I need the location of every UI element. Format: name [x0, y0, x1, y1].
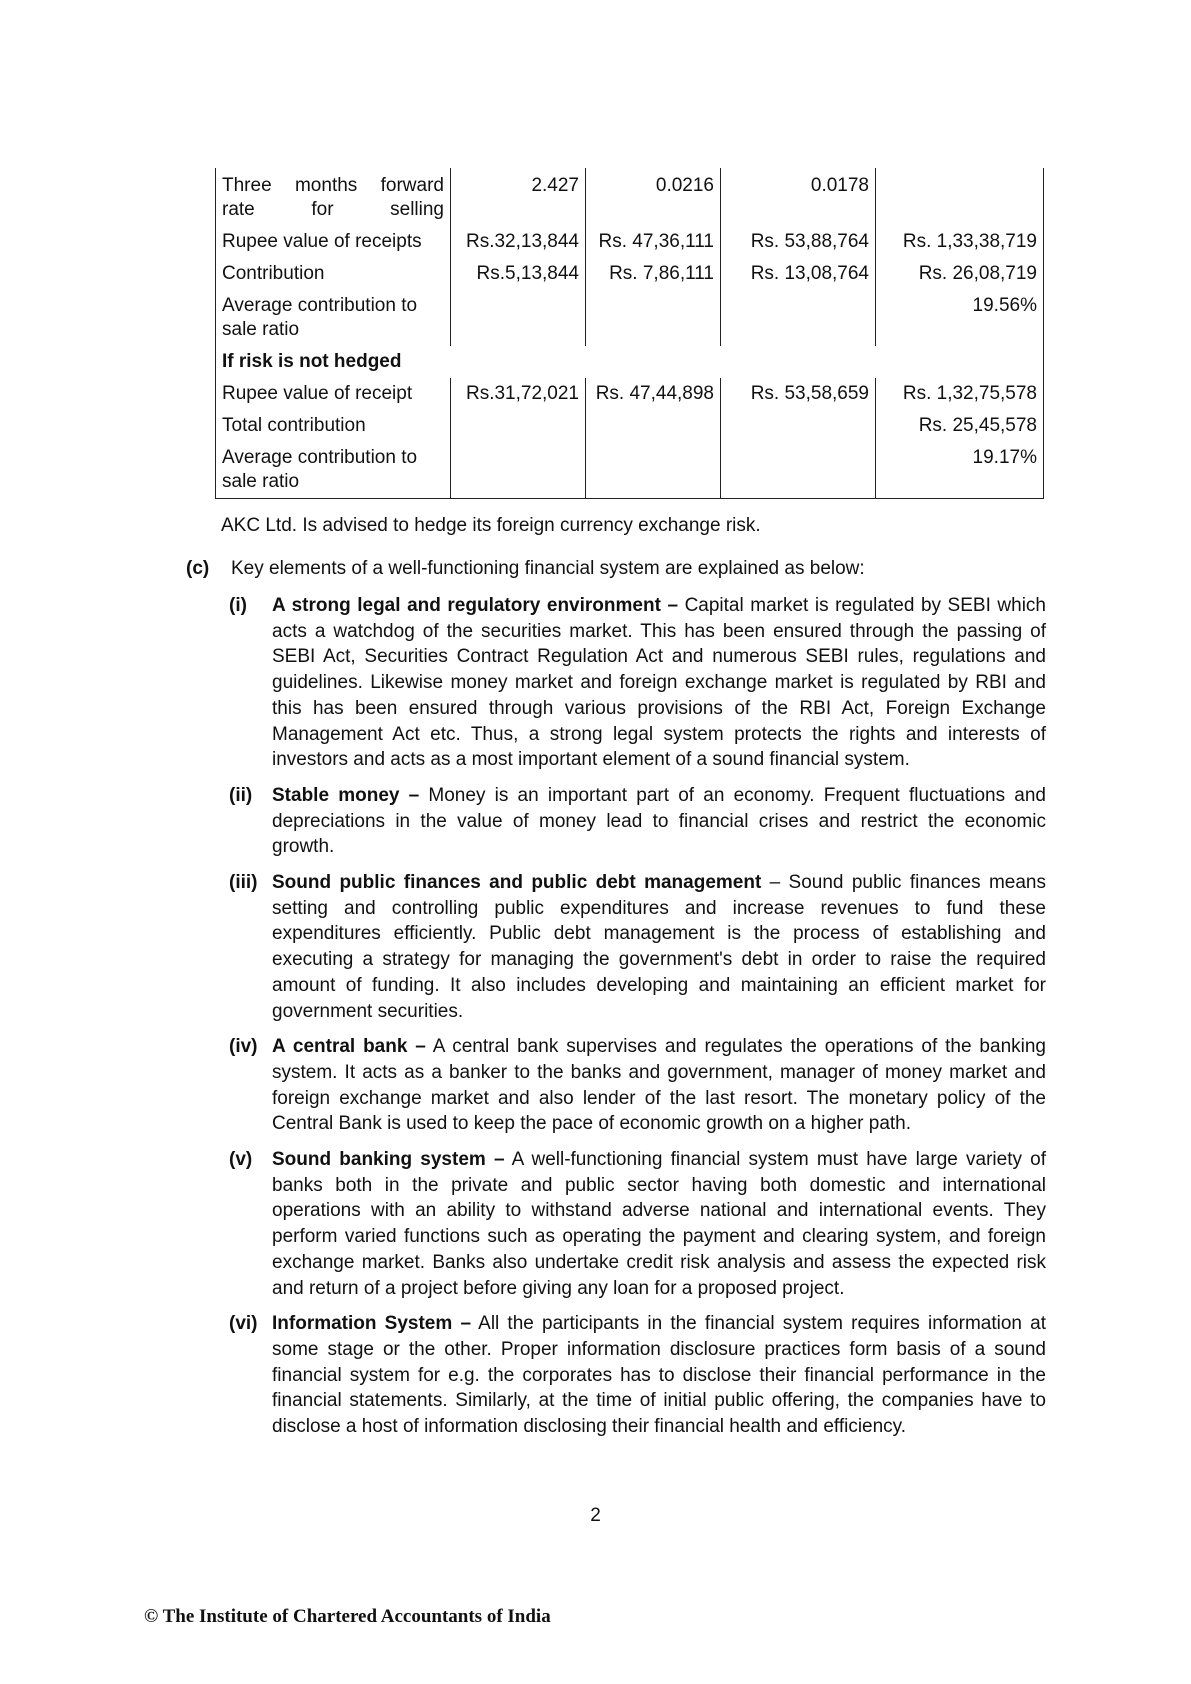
item-body	[272, 593, 1046, 773]
item-text: A central bank supervises and regulates the operations of the banking system. It acts as a banker to the banks and government, manager of money market and foreign exchange market and also lender of the last resort. The monetary policy of the Central Bank is used to keep the pace of economic growth on a higher path.	[272, 1036, 1046, 1135]
table-row	[216, 290, 1044, 346]
page-number: 2	[590, 1505, 601, 1526]
item-lead: Sound banking system –	[272, 1149, 505, 1171]
item-body	[272, 870, 1046, 1024]
list-item	[229, 1147, 1046, 1301]
row-label: Average contribution to sale ratio	[216, 290, 451, 346]
row-label: Three months forward rate for selling	[216, 168, 451, 226]
item-number: (ii)	[229, 784, 253, 806]
item-body	[272, 783, 1046, 860]
cell-value	[451, 442, 586, 499]
cell-value: Rs. 47,36,111	[586, 226, 721, 258]
cell-value: Rs.31,72,021	[451, 378, 586, 410]
table-row	[216, 346, 1044, 378]
table-row	[216, 378, 1044, 410]
list-item	[229, 1311, 1046, 1440]
section-c	[186, 556, 1046, 1450]
section-heading	[186, 556, 1046, 581]
cell-value	[721, 346, 876, 378]
item-number: (iii)	[229, 872, 258, 894]
cell-value: Rs. 47,44,898	[586, 378, 721, 410]
item-lead: Information System –	[272, 1313, 472, 1335]
cell-value: 2.427	[451, 168, 586, 226]
row-label: If risk is not hedged	[216, 346, 451, 378]
cell-value	[876, 346, 1044, 378]
item-text: A well-functioning financial system must have large variety of banks both in the private and public sector having both domestic and international operations with an ability to withstand adverse national and international events. They perform varied functions such as operating the payment and clearing system, and foreign exchange market. Banks also undertake credit risk analysis and assess the expected risk and return of a project before giving any loan for a proposed project.	[272, 1149, 1046, 1299]
item-number: (i)	[229, 595, 247, 616]
list-item	[229, 593, 1046, 773]
cell-value: 19.17%	[876, 442, 1044, 499]
cell-value	[721, 290, 876, 346]
advice-note: AKC Ltd. Is advised to hedge its foreign currency exchange risk.	[221, 515, 761, 536]
cell-value: Rs. 7,86,111	[586, 258, 721, 290]
key-elements-list	[229, 593, 1046, 1440]
cell-value	[586, 442, 721, 499]
row-label: Average contribution to sale ratio	[216, 442, 451, 499]
item-lead: A central bank –	[272, 1036, 426, 1058]
cell-value: Rs.5,13,844	[451, 258, 586, 290]
cell-value: Rs. 53,88,764	[721, 226, 876, 258]
item-text: All the participants in the financial system requires information at some stage or the other. Proper information disclosure practices form basis of a sound financial system for e.g. the corporates has to disclose their financial performance in the financial statements. Similarly, at the time of initial public offering, the companies have to disclose a host of information disclosing their financial health and efficiency.	[272, 1313, 1046, 1438]
cell-value: Rs. 25,45,578	[876, 410, 1044, 442]
cell-value	[451, 410, 586, 442]
table-row	[216, 442, 1044, 499]
cell-value	[451, 346, 586, 378]
item-number: (vi)	[229, 1313, 258, 1335]
cell-value: 19.56%	[876, 290, 1044, 346]
item-number: (v)	[229, 1149, 253, 1171]
cell-value: Rs.32,13,844	[451, 226, 586, 258]
list-item	[229, 870, 1046, 1024]
item-body	[272, 1311, 1046, 1440]
cell-value	[451, 290, 586, 346]
row-label: Total contribution	[216, 410, 451, 442]
cell-value: Rs. 1,33,38,719	[876, 226, 1044, 258]
cell-value: 0.0216	[586, 168, 721, 226]
section-intro: Key elements of a well-functioning financial system are explained as below:	[231, 558, 865, 579]
hedging-comparison-table	[215, 168, 1044, 499]
table-row	[216, 410, 1044, 442]
item-text: Money is an important part of an economy. Frequent fluctuations and depreciations in the value of money lead to financial crises and restrict the economic growth.	[272, 784, 1046, 858]
section-mark: (c)	[186, 558, 210, 579]
footer-copyright: © The Institute of Chartered Accountants of India	[144, 1606, 551, 1627]
item-body	[272, 1034, 1046, 1137]
table-row	[216, 258, 1044, 290]
row-label: Rupee value of receipts	[216, 226, 451, 258]
item-lead: A strong legal and regulatory environment –	[272, 595, 679, 616]
cell-value	[876, 168, 1044, 226]
cell-value	[721, 442, 876, 499]
cell-value	[721, 410, 876, 442]
item-lead: Sound public finances and public debt management	[272, 872, 762, 894]
cell-value: Rs. 1,32,75,578	[876, 378, 1044, 410]
cell-value: Rs. 13,08,764	[721, 258, 876, 290]
item-lead: Stable money –	[272, 784, 420, 806]
item-text: – Sound public finances means setting and controlling public expenditures and increase revenues to fund these expenditures efficiently. Public debt management is the process of establishing and executing a strategy for managing the government's debt in order to raise the required amount of funding. It also includes developing and maintaining an efficient market for government securities.	[272, 872, 1046, 1022]
table-row	[216, 226, 1044, 258]
row-label: Contribution	[216, 258, 451, 290]
cell-value	[586, 290, 721, 346]
cell-value: Rs. 26,08,719	[876, 258, 1044, 290]
cell-value: 0.0178	[721, 168, 876, 226]
cell-value: Rs. 53,58,659	[721, 378, 876, 410]
cell-value	[586, 410, 721, 442]
item-body	[272, 1147, 1046, 1301]
item-text: Capital market is regulated by SEBI which acts a watchdog of the securities market. This has been ensured through the passing of SEBI Act, Securities Contract Regulation Act and numerous SEBI rules, regulations and guidelines. Likewise money market and foreign exchange market is regulated by RBI and this has been ensured through various provisions of the RBI Act, Foreign Exchange Management Act etc. Thus, a strong legal system protects the rights and interests of investors and acts as a most important element of a sound financial system.	[272, 595, 1046, 771]
table-row	[216, 168, 1044, 226]
row-label: Rupee value of receipt	[216, 378, 451, 410]
cell-value	[586, 346, 721, 378]
item-number: (iv)	[229, 1036, 258, 1058]
list-item	[229, 783, 1046, 860]
list-item	[229, 1034, 1046, 1137]
